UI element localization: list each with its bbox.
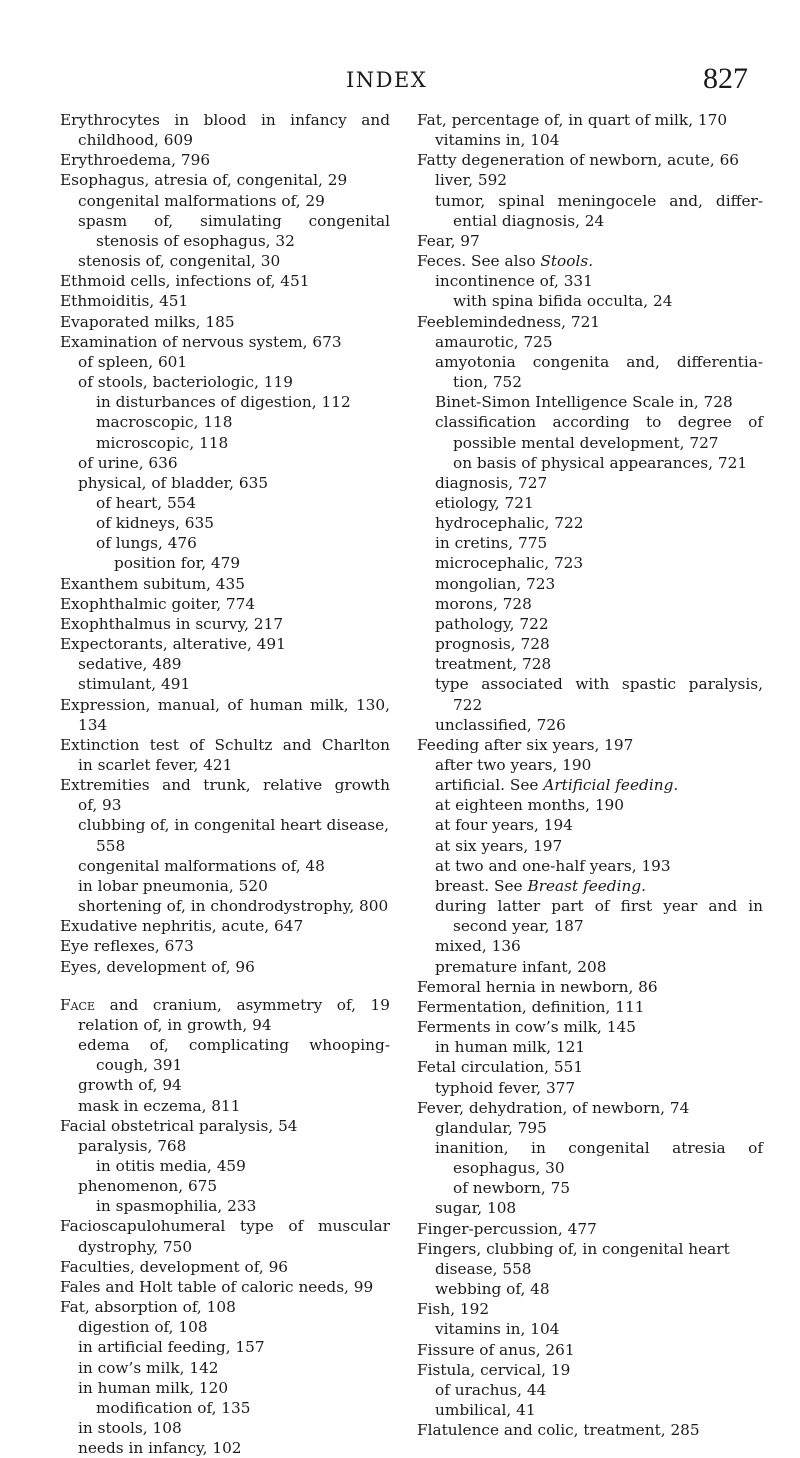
index-entry: Fever, dehydration, of newborn, 74 xyxy=(417,1098,690,1117)
index-subentry: of urine, 636 xyxy=(78,453,178,472)
index-entry: Flatulence and colic, treatment, 285 xyxy=(417,1421,700,1440)
index-entry: Ferments in cow’s milk, 145 xyxy=(417,1018,636,1037)
index-subentry: in human milk, 120 xyxy=(78,1378,229,1397)
index-subentry: during latter part of first year and in xyxy=(435,897,763,916)
index-subentry: physical, of bladder, 635 xyxy=(78,473,269,492)
index-entry: Expression, manual, of human milk, 130, xyxy=(60,695,390,714)
index-subentry: vitamins in, 104 xyxy=(435,1320,560,1339)
index-entry: Esophagus, atresia of, congenital, 29 xyxy=(60,171,348,190)
index-entry: Exanthem subitum, 435 xyxy=(60,574,245,593)
index-subentry: mongolian, 723 xyxy=(435,574,556,593)
index-subentry: on basis of physical appearances, 721 xyxy=(453,453,748,472)
index-subentry: paralysis, 768 xyxy=(78,1136,187,1155)
index-subentry: dystrophy, 750 xyxy=(78,1237,193,1256)
index-subentry: microcephalic, 723 xyxy=(435,554,584,573)
index-subentry: of spleen, 601 xyxy=(78,352,188,371)
index-entry: Extremities and trunk, relative growth xyxy=(60,776,390,795)
index-subentry: glandular, 795 xyxy=(435,1118,547,1137)
index-subentry: of lungs, 476 xyxy=(96,534,197,553)
index-entry: Fermentation, definition, 111 xyxy=(417,997,645,1016)
index-entry: Fear, 97 xyxy=(417,231,480,250)
index-subentry: in scarlet fever, 421 xyxy=(78,756,233,774)
index-entry: Fingers, clubbing of, in congenital heart xyxy=(417,1239,730,1258)
index-entry: Eyes, development of, 96 xyxy=(60,957,255,976)
index-subentry: amyotonia congenita and, differentia- xyxy=(435,352,763,371)
index-column-right xyxy=(417,110,763,1440)
index-subentry: umbilical, 41 xyxy=(435,1401,536,1419)
index-entry: Finger-percussion, 477 xyxy=(417,1219,597,1238)
index-subentry: sugar, 108 xyxy=(435,1199,517,1218)
index-entry: Eye reflexes, 673 xyxy=(60,937,194,956)
index-entry: Extinction test of Schultz and Charlton xyxy=(60,735,390,754)
index-subentry: modification of, 135 xyxy=(96,1398,251,1417)
index-entry: Femoral hernia in newborn, 86 xyxy=(417,977,658,996)
index-entry: Examination of nervous system, 673 xyxy=(60,332,342,351)
index-entry: Feeblemindedness, 721 xyxy=(417,312,601,331)
index-subentry: inanition, in congenital atresia of xyxy=(435,1138,763,1157)
index-subentry: of stools, bacteriologic, 119 xyxy=(78,373,293,392)
index-entry: Fissure of anus, 261 xyxy=(417,1340,575,1359)
index-subentry: tion, 752 xyxy=(453,373,523,392)
index-subentry: spasm of, simulating congenital xyxy=(78,211,390,230)
index-subentry: liver, 592 xyxy=(435,171,508,190)
index-subentry: etiology, 721 xyxy=(435,493,534,512)
index-subentry: macroscopic, 118 xyxy=(96,413,233,432)
index-entry: Fetal circulation, 551 xyxy=(417,1058,584,1077)
index-subentry: Binet-Simon Intelligence Scale in, 728 xyxy=(435,393,733,412)
index-subentry: needs in infancy, 102 xyxy=(78,1439,242,1458)
index-subentry: possible mental development, 727 xyxy=(453,433,719,452)
index-entry: Exophthalmus in scurvy, 217 xyxy=(60,614,284,633)
page-header xyxy=(0,62,800,102)
index-subentry: sedative, 489 xyxy=(78,655,182,674)
index-entry: Exudative nephritis, acute, 647 xyxy=(60,917,304,936)
index-subentry: stenosis of, congenital, 30 xyxy=(78,252,281,271)
index-subentry: hydrocephalic, 722 xyxy=(435,514,584,533)
index-subentry: of kidneys, 635 xyxy=(96,514,215,533)
index-entry: Fat, percentage of, in quart of milk, 170 xyxy=(417,111,728,129)
index-subentry: at six years, 197 xyxy=(435,836,563,855)
index-subentry: pathology, 722 xyxy=(435,614,549,633)
index-subentry: amaurotic, 725 xyxy=(435,332,553,351)
index-subentry: webbing of, 48 xyxy=(435,1280,550,1299)
index-subentry: in cow’s milk, 142 xyxy=(78,1358,219,1377)
index-entry: Exophthalmic goiter, 774 xyxy=(60,594,256,613)
index-subentry: childhood, 609 xyxy=(78,131,193,150)
index-subentry: type associated with spastic paralysis, xyxy=(435,675,763,694)
index-subentry: at four years, 194 xyxy=(435,816,573,835)
index-subentry: cough, 391 xyxy=(96,1056,183,1075)
index-subentry: in lobar pneumonia, 520 xyxy=(78,876,268,895)
index-subentry: shortening of, in chondrodystrophy, 800 xyxy=(78,897,389,916)
index-subentry: edema of, complicating whooping- xyxy=(78,1036,390,1055)
index-entry: Fat, absorption of, 108 xyxy=(60,1298,236,1317)
index-subentry: digestion of, 108 xyxy=(78,1318,208,1337)
index-subentry: congenital malformations of, 29 xyxy=(78,191,325,210)
index-subentry: 134 xyxy=(78,715,108,734)
index-subentry: at two and one-half years, 193 xyxy=(435,856,671,875)
index-subentry: artificial. See Artificial feeding. xyxy=(435,776,679,795)
index-subentry: typhoid fever, 377 xyxy=(435,1078,576,1097)
index-subentry: breast. See Breast feeding. xyxy=(435,876,646,895)
index-entry: Erythroedema, 796 xyxy=(60,151,211,170)
index-entry: Ethmoid cells, infections of, 451 xyxy=(60,272,310,291)
index-entry: Fish, 192 xyxy=(417,1300,490,1319)
index-subentry: incontinence of, 331 xyxy=(435,272,593,291)
index-subentry: mask in eczema, 811 xyxy=(78,1096,241,1115)
index-subentry: morons, 728 xyxy=(435,594,532,613)
section-gap xyxy=(60,977,390,995)
index-subentry: 558 xyxy=(96,836,126,855)
index-subentry: microscopic, 118 xyxy=(96,433,229,452)
index-subentry: in stools, 108 xyxy=(78,1419,182,1437)
index-subentry: stimulant, 491 xyxy=(78,675,191,694)
index-entry: Feces. See also Stools. xyxy=(417,252,594,271)
index-subentry: with spina bifida occulta, 24 xyxy=(453,292,673,311)
index-subentry: in cretins, 775 xyxy=(435,534,548,553)
index-subentry: second year, 187 xyxy=(453,917,584,936)
index-subentry: in human milk, 121 xyxy=(435,1038,586,1057)
index-subentry: disease, 558 xyxy=(435,1259,532,1278)
index-subentry: treatment, 728 xyxy=(435,655,552,674)
index-subentry: classification according to degree of xyxy=(435,413,763,432)
index-subentry: premature infant, 208 xyxy=(435,957,607,976)
index-subentry: of, 93 xyxy=(78,796,122,815)
index-subentry: growth of, 94 xyxy=(78,1076,182,1095)
index-subentry: 722 xyxy=(453,695,483,714)
index-subentry: tumor, spinal meningocele and, differ- xyxy=(435,191,763,210)
page-number: 827 xyxy=(703,62,748,95)
index-entry: Fistula, cervical, 19 xyxy=(417,1360,571,1379)
index-subentry: phenomenon, 675 xyxy=(78,1177,218,1196)
index-subentry: in disturbances of digestion, 112 xyxy=(96,393,351,412)
index-subentry: stenosis of esophagus, 32 xyxy=(96,231,295,250)
index-subentry: of urachus, 44 xyxy=(435,1380,547,1399)
index-column-left xyxy=(60,110,390,1458)
index-subentry: diagnosis, 727 xyxy=(435,473,548,492)
index-subentry: relation of, in growth, 94 xyxy=(78,1015,272,1034)
index-subentry: mixed, 136 xyxy=(435,937,521,956)
index-entry: Facioscapulohumeral type of muscular xyxy=(60,1217,390,1236)
index-subentry: of newborn, 75 xyxy=(453,1179,571,1198)
index-entry: Evaporated milks, 185 xyxy=(60,312,235,331)
index-entry: Fatty degeneration of newborn, acute, 66 xyxy=(417,151,740,170)
index-subentry: prognosis, 728 xyxy=(435,635,550,654)
index-subentry: esophagus, 30 xyxy=(453,1159,565,1178)
index-subentry: of heart, 554 xyxy=(96,493,197,512)
index-subentry: in artificial feeding, 157 xyxy=(78,1338,265,1357)
index-subentry: position for, 479 xyxy=(114,554,241,573)
index-subentry: ential diagnosis, 24 xyxy=(453,211,605,230)
index-subentry: vitamins in, 104 xyxy=(435,131,560,150)
index-entry: Facial obstetrical paralysis, 54 xyxy=(60,1116,298,1135)
index-subentry: unclassified, 726 xyxy=(435,715,566,734)
index-entry: Faculties, development of, 96 xyxy=(60,1257,289,1276)
index-subentry: at eighteen months, 190 xyxy=(435,796,625,815)
index-subentry: congenital malformations of, 48 xyxy=(78,856,325,875)
index-entry: Ethmoiditis, 451 xyxy=(60,292,189,311)
index-subentry: in spasmophilia, 233 xyxy=(96,1197,257,1216)
index-entry: Face and cranium, asymmetry of, 19 xyxy=(60,995,390,1014)
index-entry: Feeding after six years, 197 xyxy=(417,735,634,754)
index-entry: Fales and Holt table of caloric needs, 99 xyxy=(60,1277,374,1296)
index-entry: Expectorants, alterative, 491 xyxy=(60,635,286,654)
index-subentry: clubbing of, in congenital heart disease, xyxy=(78,816,390,835)
index-subentry: in otitis media, 459 xyxy=(96,1156,246,1175)
running-title: INDEX xyxy=(346,68,428,92)
index-entry: Erythrocytes in blood in infancy and xyxy=(60,111,390,129)
index-subentry: after two years, 190 xyxy=(435,756,592,774)
